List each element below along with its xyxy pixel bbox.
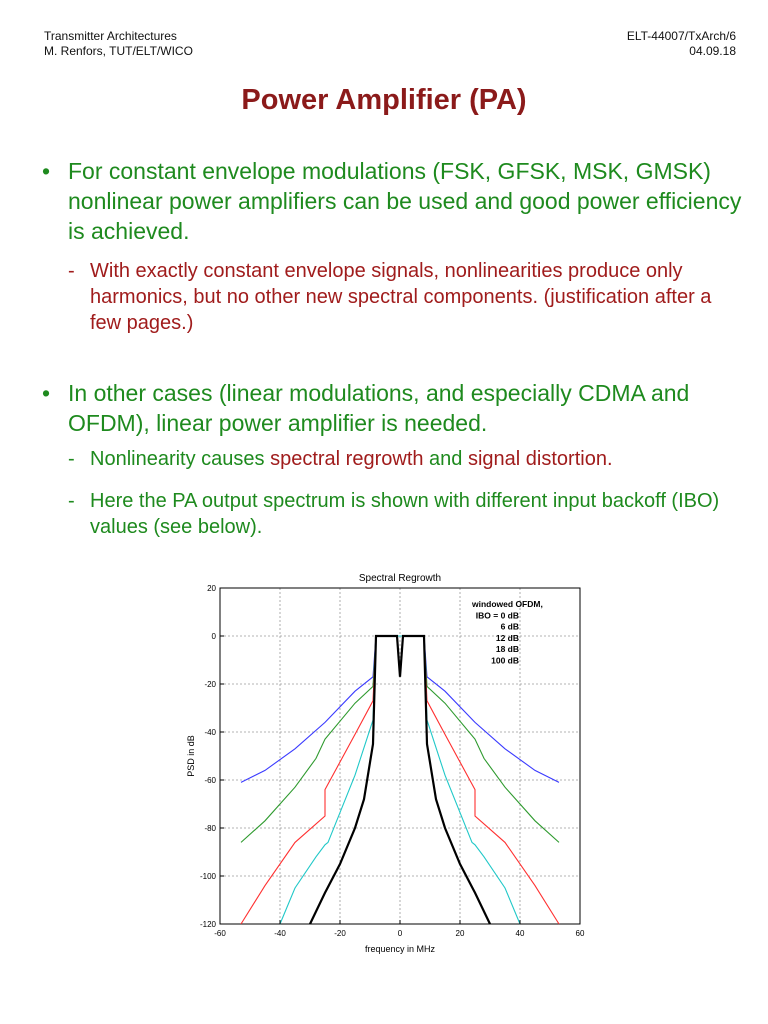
x-tick-label: 60 <box>575 929 585 938</box>
dash: - <box>68 490 75 512</box>
bullet-dot: • <box>42 380 51 406</box>
subpoint-harmonics: - With exactly constant envelope signals, nonlinearities produce only harmonics, but no other new spectral components. (justification after a few pages.) <box>68 260 712 334</box>
chart-title: Spectral Regrowth <box>358 573 442 584</box>
y-tick-label: -20 <box>204 680 216 689</box>
x-tick-label: -20 <box>334 929 346 938</box>
bullet-constant-envelope: • For constant envelope modulations (FSK, GFSK, MSK, GMSK) nonlinear power amplifiers can be used and good power efficiency is achieved. <box>42 158 742 244</box>
spectral-regrowth-chart <box>180 568 600 963</box>
chart-legend <box>471 599 543 666</box>
y-tick-label: -80 <box>204 824 216 833</box>
x-tick-label: 20 <box>455 929 465 938</box>
legend-entry: 18 dB <box>495 644 519 655</box>
course-topic: Transmitter Architectures <box>44 29 177 43</box>
y-tick-label: -120 <box>199 920 216 929</box>
slide-header-right <box>627 29 736 59</box>
legend-entry: windowed OFDM, <box>472 599 543 609</box>
x-tick-label: 0 <box>397 929 403 938</box>
subpoint-ibo: - Here the PA output spectrum is shown with different input backoff (IBO) values (see below). <box>68 490 720 538</box>
legend-entry: 12 dB <box>495 632 519 643</box>
y-tick-label: -100 <box>199 872 216 881</box>
legend-entry: IBO = 0 dB <box>475 610 519 621</box>
author: M. Renfors, TUT/ELT/WICO <box>44 44 193 58</box>
slide-title: Power Amplifier (PA) <box>241 84 527 116</box>
dash: - <box>68 260 75 282</box>
y-tick-label: 0 <box>211 632 216 641</box>
legend-entry: 6 dB <box>500 621 519 632</box>
x-tick-label: -60 <box>214 929 226 938</box>
highlight-spectral-regrowth: spectral regrowth <box>270 448 424 470</box>
x-tick-label: -40 <box>274 929 286 938</box>
subpoint-nonlinearity: - Nonlinearity causes spectral regrowth and signal distortion. <box>68 448 613 470</box>
dash: - <box>68 448 75 470</box>
slide-date: 04.09.18 <box>689 44 736 58</box>
bullet-linear-modulations: • In other cases (linear modulations, and especially CDMA and OFDM), linear power amplifier is needed. <box>42 380 690 436</box>
slide-id: ELT-44007/TxArch/6 <box>626 29 736 43</box>
y-axis-label: PSD in dB <box>186 735 196 777</box>
x-tick-label: 40 <box>515 929 525 938</box>
highlight-signal-distortion: signal distortion. <box>467 448 613 470</box>
x-axis-label: frequency in MHz <box>364 944 436 954</box>
slide-header-left <box>44 29 193 59</box>
y-tick-label: -40 <box>204 728 216 737</box>
y-tick-label: 20 <box>207 584 216 593</box>
y-tick-label: -60 <box>204 776 216 785</box>
bullet-dot: • <box>42 158 51 184</box>
legend-entry: 100 dB <box>491 655 519 666</box>
